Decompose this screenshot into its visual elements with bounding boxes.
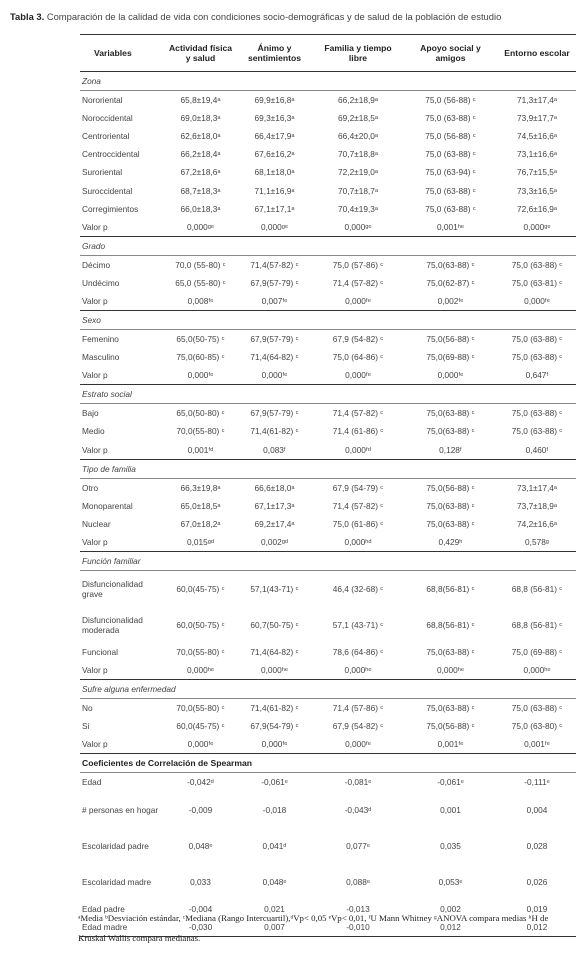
table-cell: 66,6±18,0ᵃ (254, 482, 295, 493)
table-cell: 65,0(50-75) ᶜ (176, 334, 225, 345)
table-cell: 75,0 (63-88) ᶜ (425, 113, 476, 124)
table-cell: 69,2±17,4ᵃ (254, 518, 295, 529)
table-cell: -0,081ᵉ (344, 777, 372, 788)
header-row (80, 35, 576, 72)
table-cell: 0,088ᵉ (346, 876, 370, 887)
spearman-row (80, 773, 576, 792)
p-value-row (80, 533, 576, 552)
table-cell: 0,007ᶠᵉ (236, 292, 313, 311)
section-header-row (80, 680, 576, 699)
table-cell: 70,0(55-80) ᶜ (176, 647, 225, 658)
table-cell: 67,1±17,1ᵃ (254, 203, 295, 214)
table-row (80, 348, 576, 366)
caption-label: Tabla 3. (10, 11, 45, 22)
p-value-row (80, 366, 576, 385)
table-cell: 71,4 (57-82) ᶜ (332, 500, 384, 511)
table-cell: 0,001 (440, 804, 461, 815)
table-cell: -0,030 (165, 918, 236, 937)
section-header-row (80, 459, 576, 478)
table-row (80, 607, 576, 643)
table-cell: 70,7±18,8ᵃ (338, 149, 378, 160)
table-cell: 0,004 (526, 804, 548, 815)
table-row (80, 497, 576, 515)
row-label: Valor p (80, 533, 165, 552)
table-row (80, 145, 576, 163)
table-cell: 0,000ᶠᵉ (313, 292, 403, 311)
row-label: Centroriental (82, 131, 130, 142)
table-cell: 75,0 (56-88) ᶜ (425, 95, 476, 106)
table-cell: 0,012 (403, 918, 498, 937)
table-cell: 0,000ʰᵉ (236, 661, 313, 680)
table-cell: 0,002ᵍᵈ (236, 533, 313, 552)
table-cell: 74,5±16,6ᵃ (517, 131, 557, 142)
table-cell: -0,061ᵉ (261, 777, 288, 788)
table-cell: 0,460ᶠ (498, 441, 576, 460)
table-cell: 69,0±18,3ᵃ (180, 113, 221, 124)
table-cell: 73,1±16,6ᵃ (517, 149, 557, 160)
row-label: Monoparental (82, 500, 133, 511)
caption-text: Comparación de la calidad de vida con condiciones socio-demográficas y de salud de la población de estudio (46, 11, 502, 22)
row-label: # personas en hogar (82, 804, 159, 815)
row-label: Undécimo (82, 277, 120, 288)
table-cell: 67,9 (54-79) ᶜ (332, 482, 384, 493)
table-cell: 75,0 (57-86) ᶜ (332, 259, 384, 270)
table-cell: 67,9(54-79) ᶜ (250, 721, 299, 732)
table-cell: 75,0 (63-88) ᶜ (511, 352, 563, 363)
row-label: Centroccidental (82, 149, 140, 160)
table-cell: -0,018 (262, 804, 287, 815)
table-cell: 67,9 (54-82) ᶜ (332, 721, 384, 732)
table-cell: 71,4 (57-86) ᶜ (332, 703, 384, 714)
table-cell: 0,000ᵍᵉ (236, 218, 313, 237)
row-label: No (82, 703, 93, 714)
p-value-row (80, 661, 576, 680)
header-animo: Ánimo y sentimientos (236, 35, 313, 72)
table-cell: 0,001ᶠᵉ (403, 735, 498, 754)
table-cell: 75,0 (63-81) ᶜ (511, 277, 563, 288)
table-cell: 68,8(56-81) ᶜ (426, 583, 475, 594)
table-cell: 65,0(50-80) ᶜ (176, 408, 225, 419)
table-row (80, 330, 576, 349)
table-cell: 75,0(69-88) ᶜ (426, 352, 475, 363)
table-cell: 0,000ᶠᵉ (236, 735, 313, 754)
table-cell: 75,0 (63-88) ᶜ (511, 703, 563, 714)
table-cell: 69,2±18,5ᵃ (338, 113, 378, 124)
row-label: Masculino (82, 352, 120, 363)
table-cell: 67,1±17,3ᵃ (254, 500, 295, 511)
table-cell: 70,0(55-80) ᶜ (176, 426, 225, 437)
row-label: Edad padre (82, 903, 125, 914)
row-label: Disfuncionalidad grave (82, 578, 143, 599)
table-cell: 71,4 (57-82) ᶜ (332, 277, 384, 288)
table-cell: 75,0 (63-94) ᶜ (425, 167, 476, 178)
table-cell: 76,7±15,5ᵃ (517, 167, 557, 178)
row-label: Valor p (80, 661, 165, 680)
table-row (80, 422, 576, 440)
table-cell: -0,009 (188, 804, 213, 815)
table-cell: 65,8±19,4ᵃ (180, 95, 221, 106)
table-cell: 67,0±18,2ᵃ (180, 518, 221, 529)
table-cell: -0,111ᵉ (524, 777, 550, 788)
table-cell: 75,0 (63-80) ᶜ (511, 721, 563, 732)
row-label: Disfuncionalidad moderada (82, 614, 143, 635)
row-label: Escolaridad padre (82, 840, 149, 851)
table-cell: 75,0 (61-86) ᶜ (332, 518, 384, 529)
row-label: Suroccidental (82, 185, 133, 196)
table-cell: 0,000ʰᵉ (403, 661, 498, 680)
p-value-row (80, 735, 576, 754)
table-cell: 0,000ᶠᵈ (313, 441, 403, 460)
section-title: Función familiar (80, 551, 576, 570)
table-cell: 0,026 (526, 876, 548, 887)
table-cell: 67,9(57-79) ᶜ (250, 334, 299, 345)
table-cell: -0,061ᵉ (437, 777, 464, 788)
row-label: Otro (82, 482, 99, 493)
table-cell: 68,8(56-81) ᶜ (426, 619, 475, 630)
table-row (80, 717, 576, 735)
header-entorno: Entorno escolar (498, 35, 576, 72)
table-cell: 71,4(64-82) ᶜ (250, 647, 299, 658)
table-cell: 73,1±17,4ᵃ (517, 482, 557, 493)
row-label: Si (82, 721, 90, 732)
table-row (80, 200, 576, 218)
table-cell: 73,7±18,9ᵃ (517, 500, 557, 511)
table-row (80, 274, 576, 292)
row-label: Valor p (80, 218, 165, 237)
table-row (80, 699, 576, 718)
spearman-row (80, 864, 576, 900)
table-cell: 0,000ʰᵉ (498, 661, 576, 680)
table-row (80, 570, 576, 607)
table-cell: 0,021 (264, 903, 285, 914)
table-cell: 66,3±19,8ᵃ (180, 482, 221, 493)
table-row (80, 255, 576, 274)
row-label: Valor p (80, 735, 165, 754)
table-cell: 0,000ᶠᵉ (403, 366, 498, 385)
table-cell: 75,0 (63-88) ᶜ (511, 334, 563, 345)
table-cell: 66,0±18,3ᵃ (180, 203, 221, 214)
table-cell: 0,001ᶠᵉ (498, 735, 576, 754)
header-variables: Variables (80, 35, 165, 72)
p-value-row (80, 218, 576, 237)
section-header-row (80, 236, 576, 255)
table-cell: 0,077ᵉ (346, 840, 370, 851)
table-cell: 0,007 (236, 918, 313, 937)
table-cell: 75,0(63-88) ᶜ (426, 259, 475, 270)
table-row (80, 91, 576, 110)
table-row (80, 163, 576, 181)
row-label: Medio (82, 426, 105, 437)
table-cell: -0,043ᵈ (344, 804, 372, 815)
table-row (80, 643, 576, 661)
table-cell: 66,2±18,9ᵃ (338, 95, 378, 106)
table-cell: 0,128ᶠ (403, 441, 498, 460)
table-cell: 69,9±16,8ᵃ (254, 95, 295, 106)
quality-of-life-table (80, 34, 576, 937)
table-cell: 0,001ʰᵉ (403, 218, 498, 237)
table-cell: 72,2±19,0ᵃ (338, 167, 378, 178)
table-row (80, 515, 576, 533)
row-label: Funcional (82, 647, 118, 658)
table-cell: 73,3±16,5ᵃ (517, 185, 557, 196)
table-cell: 0,002 (440, 903, 461, 914)
table-cell: 72,6±16,9ᵃ (517, 203, 557, 214)
table-cell: 70,7±18,7ᵃ (338, 185, 378, 196)
row-label: Suroriental (82, 167, 123, 178)
section-title: Sufre alguna enfermedad (80, 680, 576, 699)
p-value-row (80, 292, 576, 311)
section-header-row (80, 72, 576, 91)
table-cell: 0,008ᶠᵉ (165, 292, 236, 311)
table-cell: 0,033 (190, 876, 211, 887)
table-cell: 70,4±19,3ᵃ (338, 203, 378, 214)
table-row (80, 404, 576, 423)
table-cell: 75,0(63-88) ᶜ (426, 500, 475, 511)
spearman-title: Coeficientes de Correlación de Spearman (80, 754, 576, 773)
table-cell: 71,4(64-82) ᶜ (250, 352, 299, 363)
table-cell: -0,042ᵈ (187, 777, 214, 788)
table-cell: 75,0(62-87) ᶜ (426, 277, 475, 288)
table-cell: 0,041ᵈ (262, 840, 287, 851)
table-cell: 75,0(63-88) ᶜ (426, 703, 475, 714)
row-label: Noroccidental (82, 113, 133, 124)
table-cell: 75,0(63-88) ᶜ (426, 518, 475, 529)
spearman-row (80, 792, 576, 828)
table-cell: 0,429ʰ (403, 533, 498, 552)
table-row (80, 109, 576, 127)
section-header-row (80, 385, 576, 404)
table-cell: 75,0(56-88) ᶜ (426, 482, 475, 493)
table-cell: 0,035 (440, 840, 461, 851)
table-cell: 66,2±18,4ᵃ (180, 149, 221, 160)
table-cell: 68,7±18,3ᵃ (180, 185, 221, 196)
table-cell: 0,647ᶠ (498, 366, 576, 385)
table-cell: 0,000ᶠᵉ (165, 366, 236, 385)
table-cell: 75,0 (63-88) ᶜ (511, 259, 563, 270)
table-cell: 0,000ᶠᵉ (313, 366, 403, 385)
table-cell: 66,4±20,0ᵃ (338, 131, 378, 142)
p-value-row (80, 441, 576, 460)
section-title: Sexo (80, 311, 576, 330)
section-title: Estrato social (80, 385, 576, 404)
table-cell: -0,004 (188, 903, 213, 914)
row-label: Valor p (80, 292, 165, 311)
table-footnote: ᵃMedia ᵇDesviación estándar, ᶜMediana (Rango Intercuartil),ᵈVp< 0,05 ᵉVp< 0,01, ᶠU Mann Whitney ᵍANOVA compara medias ʰH de Kruskal Wallis compara medianas. (78, 913, 549, 943)
table-cell: 71,4(61-82) ᶜ (250, 426, 299, 437)
table-cell: 57,1 (43-71) ᶜ (332, 619, 384, 630)
table-cell: 75,0(56-88) ᶜ (426, 334, 475, 345)
row-label: Nuclear (82, 518, 111, 529)
table-cell: 0,000ᶠᵉ (313, 735, 403, 754)
table-caption (10, 11, 575, 22)
row-label: Bajo (82, 408, 99, 419)
table-cell: 71,4(57-82) ᶜ (250, 259, 299, 270)
table-cell: 65,0 (55-80) ᶜ (175, 277, 226, 288)
table-cell: 75,0 (63-88) ᶜ (425, 149, 476, 160)
table-cell: 75,0 (56-88) ᶜ (425, 131, 476, 142)
table-cell: 75,0(63-88) ᶜ (426, 426, 475, 437)
table-cell: 75,0(63-88) ᶜ (426, 647, 475, 658)
table-cell: 75,0(60-85) ᶜ (176, 352, 225, 363)
table-cell: 62,6±18,0ᵃ (180, 131, 221, 142)
table-cell: 0,053ᵉ (438, 876, 463, 887)
header-familia: Familia y tiempo libre (313, 35, 403, 72)
table-cell: 71,1±16,9ᵃ (254, 185, 295, 196)
table-body (80, 72, 576, 937)
table-cell: 75,0(63-88) ᶜ (426, 408, 475, 419)
table-cell: 0,000ᶠᵉ (165, 735, 236, 754)
row-label: Décimo (82, 259, 111, 270)
section-header-row (80, 551, 576, 570)
row-label: Escolaridad madre (82, 876, 152, 887)
table-cell: 71,4 (61-86) ᶜ (332, 426, 384, 437)
table-cell: 75,0 (64-86) ᶜ (332, 352, 384, 363)
row-label: Nororiental (82, 95, 123, 106)
row-label: Corregimientos (82, 203, 139, 214)
table-cell: 66,4±17,9ᵃ (254, 131, 295, 142)
table-cell: 57,1(43-71) ᶜ (250, 583, 299, 594)
table-cell: 71,4 (57-82) ᶜ (332, 408, 384, 419)
table-cell: 0,028 (526, 840, 548, 851)
table-cell: 70,0(55-80) ᶜ (176, 703, 225, 714)
table-cell: 60,7(50-75) ᶜ (250, 619, 299, 630)
row-label: Edad (82, 777, 102, 788)
table-cell: 60,0(45-75) ᶜ (176, 583, 225, 594)
table-cell: 67,2±18,6ᵃ (180, 167, 221, 178)
table-cell: 73,9±17,7ᵃ (517, 113, 557, 124)
table-cell: -0,010 (313, 918, 403, 937)
section-header-row (80, 311, 576, 330)
table-cell: 0,000ᵍᵉ (498, 218, 576, 237)
table-cell: 75,0 (63-88) ᶜ (511, 408, 563, 419)
table-row (80, 478, 576, 497)
row-label: Valor p (80, 366, 165, 385)
table-cell: 0,001ᶠᵈ (165, 441, 236, 460)
table-cell: 46,4 (32-68) ᶜ (332, 583, 384, 594)
table-cell: 68,8 (56-81) ᶜ (511, 583, 563, 594)
table-cell: 0,015ᵍᵈ (165, 533, 236, 552)
table-cell: 0,002ᶠᵉ (403, 292, 498, 311)
table-cell: 65,0±18,5ᵃ (180, 500, 221, 511)
table-cell: 0,000ʰᵉ (313, 661, 403, 680)
section-title: Grado (80, 236, 576, 255)
table-cell: 68,1±18,0ᵃ (254, 167, 295, 178)
table-cell: 67,9(57-79) ᶜ (250, 408, 299, 419)
table-cell: 75,0 (63-88) ᶜ (425, 203, 476, 214)
row-label: Edad madre (80, 918, 165, 937)
table-cell: 75,0 (69-88) ᶜ (511, 647, 563, 658)
table-cell: 0,000ʰᵉ (165, 661, 236, 680)
table-cell: 0,019 (526, 903, 548, 914)
table-cell: 0,000ᵍᵉ (165, 218, 236, 237)
table-cell: 67,6±16,2ᵃ (254, 149, 295, 160)
table-cell: 0,048ᵉ (262, 876, 287, 887)
table-cell: 0,578ᵍ (498, 533, 576, 552)
table-cell: 69,3±16,3ᵃ (254, 113, 295, 124)
table-cell: 74,2±16,6ᵃ (517, 518, 557, 529)
table-cell: 75,0(56-88) ᶜ (426, 721, 475, 732)
table-row (80, 181, 576, 199)
table-cell: 60,0(50-75) ᶜ (176, 619, 225, 630)
table-cell: 0,000ᶠᵉ (236, 366, 313, 385)
table-cell: 71,4(61-82) ᶜ (250, 703, 299, 714)
table-cell: 0,012 (498, 918, 576, 937)
table-cell: 75,0 (63-88) ᶜ (425, 185, 476, 196)
table-cell: 67,9 (54-82) ᶜ (332, 334, 384, 345)
table-cell: 0,048ᵉ (188, 840, 213, 851)
header-actividad: Actividad física y salud (165, 35, 236, 72)
section-title: Zona (80, 72, 576, 91)
spearman-header-row (80, 754, 576, 773)
table-cell: 75,0 (63-88) ᶜ (511, 426, 563, 437)
table-cell: 67,9(57-79) ᶜ (250, 277, 299, 288)
table-cell: 60,0(45-75) ᶜ (176, 721, 225, 732)
table-cell: 0,000ᵍᵉ (313, 218, 403, 237)
spearman-row (80, 828, 576, 864)
table-cell: 71,3±17,4ᵃ (517, 95, 557, 106)
header-apoyo: Apoyo social y amigos (403, 35, 498, 72)
row-label: Valor p (80, 441, 165, 460)
row-label: Femenino (82, 334, 119, 345)
table-cell: 0,000ʰᵈ (313, 533, 403, 552)
table-cell: 68,8 (56-81) ᶜ (511, 619, 563, 630)
table-cell: 78,6 (64-86) ᶜ (332, 647, 384, 658)
table-row (80, 127, 576, 145)
table-cell: 70,0 (55-80) ᶜ (175, 259, 226, 270)
table-cell: -0,013 (346, 903, 370, 914)
table-cell: 0,083ᶠ (236, 441, 313, 460)
section-title: Tipo de familia (80, 459, 576, 478)
table-cell: 0,000ᶠᵉ (498, 292, 576, 311)
